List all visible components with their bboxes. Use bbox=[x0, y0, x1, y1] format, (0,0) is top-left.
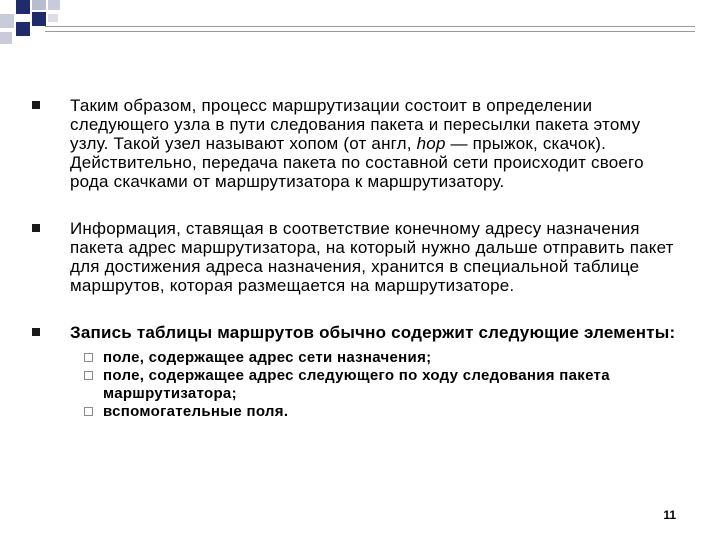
bullet-text-part: Таким образом, процесс маршрутизации состоит в определении следующего узла в пути следования пакета и пересылки пакета этому узлу. Такой узел называют хопом (от англ, bbox=[70, 96, 641, 153]
hollow-square-bullet-icon bbox=[84, 371, 93, 380]
bullet-text: Информация, ставящая в соответствие конечному адресу назначения пакета адрес маршрутизатора, на который нужно дальше отправить пакет для достижения адреса назначения, хранится в специальной таблице маршрутов, которая размещается на маршрутизаторе. bbox=[70, 219, 674, 295]
page-number: 11 bbox=[663, 508, 676, 522]
bullet-text: Запись таблицы маршрутов обычно содержит следующие элементы: bbox=[70, 323, 676, 342]
top-divider bbox=[45, 31, 695, 32]
deco-square bbox=[0, 32, 12, 44]
bullet-text-italic: hop bbox=[416, 134, 446, 153]
deco-square bbox=[32, 0, 46, 10]
bullet-text-part: — прыжок, скачок). Действительно, передача пакета по составной сети происходит своего рода скачками от маршрутизатора к маршрутизатору. bbox=[70, 134, 644, 191]
sub-item-text: вспомогательные поля. bbox=[103, 403, 289, 420]
bullet-item bbox=[32, 323, 682, 421]
deco-square bbox=[32, 12, 46, 26]
deco-square bbox=[48, 14, 58, 22]
square-bullet-icon bbox=[32, 101, 40, 109]
deco-square bbox=[16, 22, 30, 36]
sub-item-text: поле, содержащее адрес следующего по ходу следования пакета маршрутизатора; bbox=[103, 367, 610, 402]
slide-content bbox=[32, 96, 682, 449]
bullet-text bbox=[70, 96, 682, 191]
deco-square bbox=[48, 0, 60, 10]
square-bullet-icon bbox=[32, 328, 40, 336]
sub-list-item bbox=[84, 367, 682, 403]
sub-item-text: поле, содержащее адрес сети назначения; bbox=[103, 349, 432, 366]
bullet-item bbox=[32, 219, 682, 295]
top-divider bbox=[45, 26, 695, 27]
hollow-square-bullet-icon bbox=[84, 407, 93, 416]
sub-list-item bbox=[84, 349, 682, 367]
bullet-item bbox=[32, 96, 682, 191]
deco-square bbox=[0, 14, 14, 28]
square-bullet-icon bbox=[32, 224, 40, 232]
deco-square bbox=[16, 0, 30, 14]
corner-decoration bbox=[0, 0, 70, 50]
sub-list-item bbox=[84, 403, 682, 421]
sub-list bbox=[70, 349, 682, 421]
hollow-square-bullet-icon bbox=[84, 353, 93, 362]
